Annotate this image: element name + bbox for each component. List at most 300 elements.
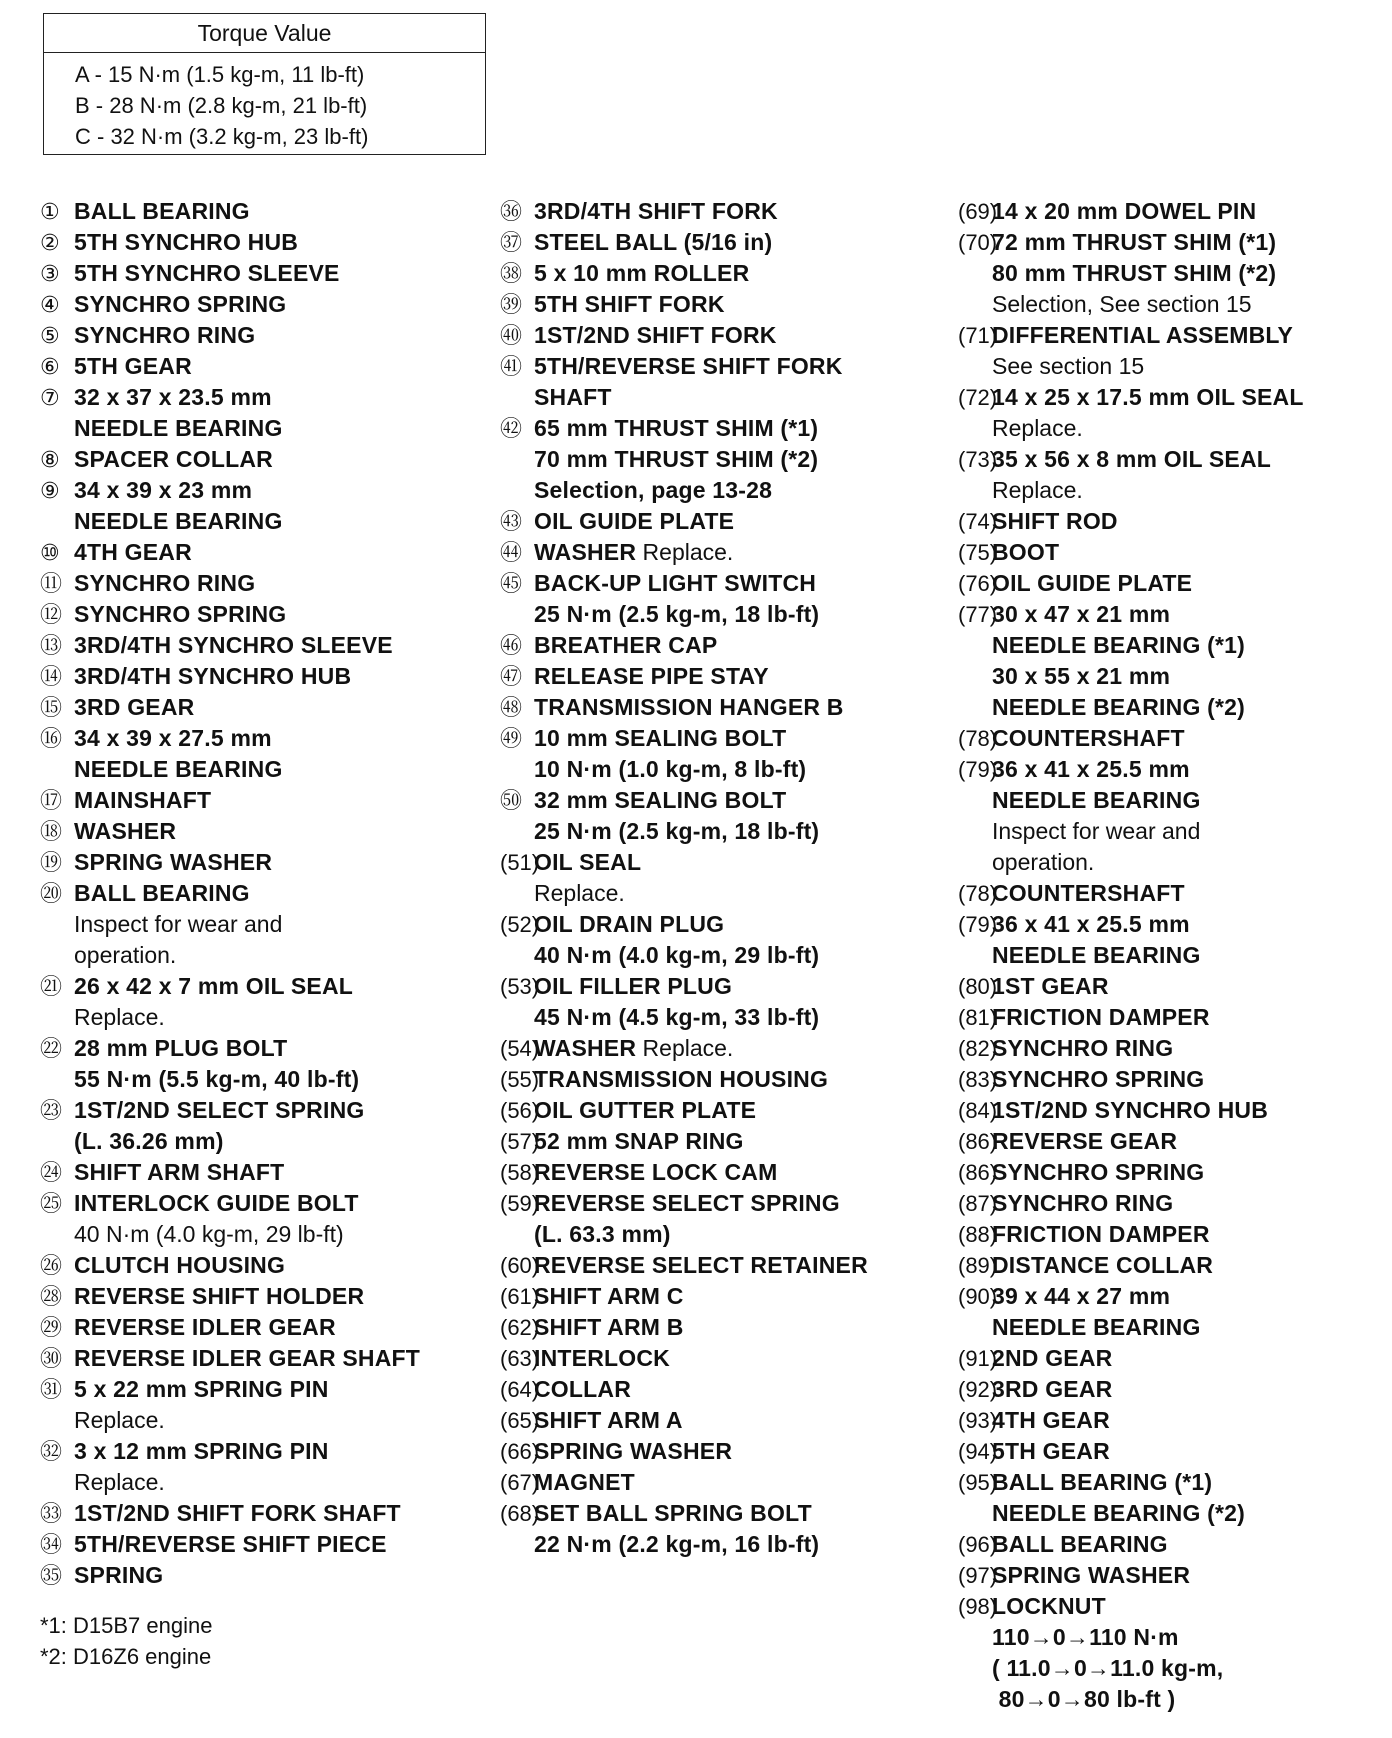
bold-text: DIFFERENTIAL ASSEMBLY (992, 322, 1294, 348)
bold-text: 45 N·m (4.5 kg-m, 33 lb-ft) (534, 1004, 820, 1030)
item-detail-line (958, 413, 1388, 444)
item-name-line (500, 568, 950, 599)
item-name-line (40, 475, 490, 506)
item-detail-line (40, 754, 490, 785)
item-name-line (40, 1529, 490, 1560)
bold-text: 22 N·m (2.2 kg-m, 16 lb-ft) (534, 1531, 820, 1557)
item-number: (79) (958, 912, 998, 937)
bold-text: NEEDLE BEARING (74, 508, 283, 534)
parts-list-item (500, 1374, 950, 1405)
item-detail-line (500, 940, 950, 971)
item-number: (86) (958, 1129, 998, 1154)
parts-list-item (40, 1033, 490, 1095)
parts-list-item (500, 1467, 950, 1498)
item-detail-line (500, 382, 950, 413)
item-name-line (958, 1157, 1388, 1188)
item-number: ④ (40, 292, 60, 317)
item-number: (94) (958, 1439, 998, 1464)
item-number: (96) (958, 1532, 998, 1557)
item-detail-line (40, 1219, 490, 1250)
bold-text: REVERSE GEAR (992, 1128, 1178, 1154)
bold-text: MAGNET (534, 1469, 635, 1495)
item-name-line (500, 1095, 950, 1126)
item-number: ㊳ (500, 261, 523, 286)
bold-text: 5 x 22 mm SPRING PIN (74, 1376, 329, 1402)
parts-list-item (500, 971, 950, 1033)
item-name-line (500, 1126, 950, 1157)
parts-list-item (500, 1250, 950, 1281)
item-name-line (958, 1002, 1388, 1033)
bold-text: NEEDLE BEARING (74, 415, 283, 441)
bold-text: BALL BEARING (74, 880, 250, 906)
parts-list-item (40, 351, 490, 382)
bold-text: SET BALL SPRING BOLT (534, 1500, 812, 1526)
footnote-2: *2: D16Z6 engine (40, 1644, 212, 1669)
plain-text: Replace. (992, 477, 1083, 503)
parts-list-item (958, 754, 1388, 878)
parts-list-item (500, 227, 950, 258)
item-number: (84) (958, 1098, 998, 1123)
item-name-line (40, 537, 490, 568)
item-name-line (958, 878, 1388, 909)
bold-text: 30 x 47 x 21 mm (992, 601, 1171, 627)
item-number: ㊾ (500, 726, 523, 751)
bold-text: 26 x 42 x 7 mm OIL SEAL (74, 973, 354, 999)
parts-list-item (40, 692, 490, 723)
item-number: (72) (958, 385, 998, 410)
bold-text: 80→0→80 lb-ft ) (992, 1686, 1176, 1712)
parts-list-item (40, 785, 490, 816)
plain-text: See section 15 (992, 353, 1145, 379)
item-name-line (958, 1281, 1388, 1312)
bold-text: 36 x 41 x 25.5 mm (992, 756, 1190, 782)
parts-column-3 (958, 196, 1388, 1715)
item-name-line (500, 1188, 950, 1219)
bold-text: 5TH/REVERSE SHIFT FORK (534, 353, 843, 379)
item-number: (66) (500, 1439, 540, 1464)
bold-text: 1ST/2ND SYNCHRO HUB (992, 1097, 1269, 1123)
bold-text: SYNCHRO RING (992, 1190, 1174, 1216)
plain-text: Selection, See section 15 (992, 291, 1252, 317)
bold-text: 34 x 39 x 23 mm (74, 477, 253, 503)
item-number: ㉖ (40, 1253, 63, 1278)
item-detail-line (958, 630, 1388, 661)
item-number: (97) (958, 1563, 998, 1588)
item-name-line (500, 661, 950, 692)
bold-text: BOOT (992, 539, 1060, 565)
parts-list-item (40, 1436, 490, 1498)
item-detail-line (958, 785, 1388, 816)
item-name-line (40, 196, 490, 227)
item-number: (90) (958, 1284, 998, 1309)
parts-list-item (500, 1405, 950, 1436)
bold-text: Selection, page 13-28 (534, 477, 773, 503)
item-name-line (958, 196, 1388, 227)
bold-text: 2ND GEAR (992, 1345, 1113, 1371)
torque-row-b: B - 28 N·m (2.8 kg-m, 21 lb-ft) (75, 93, 368, 118)
item-detail-line (40, 1126, 490, 1157)
bold-text: STEEL BALL (5/16 in) (534, 229, 773, 255)
bold-text: REVERSE IDLER GEAR (74, 1314, 336, 1340)
item-detail-line (500, 599, 950, 630)
parts-list-item (40, 1498, 490, 1529)
item-number: ㊽ (500, 695, 523, 720)
bold-text: BACK-UP LIGHT SWITCH (534, 570, 817, 596)
item-detail-line (40, 413, 490, 444)
item-name-line (40, 382, 490, 413)
bold-text: BALL BEARING (74, 198, 250, 224)
parts-list-item (500, 1281, 950, 1312)
plain-text: Replace. (534, 880, 625, 906)
item-name-line (500, 506, 950, 537)
item-detail-line (500, 1002, 950, 1033)
item-name-line (500, 1467, 950, 1498)
plain-text: Inspect for wear and (74, 911, 283, 937)
item-name-line (500, 1498, 950, 1529)
parts-list-item (500, 506, 950, 537)
item-name-line (40, 847, 490, 878)
item-number: (63) (500, 1346, 540, 1371)
item-name-line (40, 1374, 490, 1405)
item-detail-line (958, 1653, 1388, 1684)
bold-text: 10 mm SEALING BOLT (534, 725, 787, 751)
parts-list-item (500, 1095, 950, 1126)
parts-column-1 (40, 196, 490, 1591)
item-name-line (500, 692, 950, 723)
item-name-line (958, 971, 1388, 1002)
item-number: (75) (958, 540, 998, 565)
item-number: (93) (958, 1408, 998, 1433)
parts-list-item (958, 196, 1388, 227)
item-name-line (958, 227, 1388, 258)
bold-text: 5TH SYNCHRO HUB (74, 229, 299, 255)
bold-text: BREATHER CAP (534, 632, 718, 658)
parts-list-item (40, 1188, 490, 1250)
parts-list-item (40, 1250, 490, 1281)
parts-list-item (40, 444, 490, 475)
parts-list-item (958, 1529, 1388, 1560)
bold-text: 5TH GEAR (992, 1438, 1110, 1464)
item-name-line (500, 785, 950, 816)
item-detail-line (500, 1529, 950, 1560)
item-number: (91) (958, 1346, 998, 1371)
item-name-line (500, 258, 950, 289)
bold-text: OIL SEAL (534, 849, 642, 875)
bold-text: 14 x 20 mm DOWEL PIN (992, 198, 1257, 224)
item-number: ㉓ (40, 1098, 63, 1123)
item-name-line (958, 1219, 1388, 1250)
bold-text: REVERSE SHIFT HOLDER (74, 1283, 365, 1309)
bold-text: BALL BEARING (*1) (992, 1469, 1213, 1495)
parts-list-item (958, 444, 1388, 506)
item-name-line (40, 568, 490, 599)
item-detail-line (500, 444, 950, 475)
item-number: ⑰ (40, 788, 63, 813)
parts-list-item (40, 196, 490, 227)
parts-list-item (958, 599, 1388, 723)
item-number: ㊴ (500, 292, 523, 317)
parts-list-item (500, 1498, 950, 1560)
item-number: (52) (500, 912, 540, 937)
item-number: (98) (958, 1594, 998, 1619)
item-name-line (40, 661, 490, 692)
item-number: ② (40, 230, 60, 255)
plain-text: operation. (74, 942, 177, 968)
bold-text: SYNCHRO RING (992, 1035, 1174, 1061)
bold-text: ( 11.0→0→11.0 kg-m, (992, 1655, 1224, 1681)
parts-list-item (500, 537, 950, 568)
parts-list-item (40, 599, 490, 630)
item-name-line (958, 1467, 1388, 1498)
item-number: (78) (958, 881, 998, 906)
bold-text: SHIFT ARM SHAFT (74, 1159, 285, 1185)
parts-list-item (500, 692, 950, 723)
bold-text: REVERSE SELECT SPRING (534, 1190, 840, 1216)
item-number: (89) (958, 1253, 998, 1278)
bold-text: LOCKNUT (992, 1593, 1106, 1619)
item-number: ⑱ (40, 819, 63, 844)
item-name-line (958, 1126, 1388, 1157)
item-name-line (40, 351, 490, 382)
bold-text: OIL DRAIN PLUG (534, 911, 725, 937)
item-number: (64) (500, 1377, 540, 1402)
item-name-line (40, 1095, 490, 1126)
bold-text: 4TH GEAR (74, 539, 192, 565)
bold-text: 70 mm THRUST SHIM (*2) (534, 446, 819, 472)
bold-text: TRANSMISSION HANGER B (534, 694, 844, 720)
item-name-line (500, 1405, 950, 1436)
parts-list-item (40, 382, 490, 444)
item-detail-line (958, 351, 1388, 382)
item-number: ㉕ (40, 1191, 63, 1216)
bold-text: 34 x 39 x 27.5 mm (74, 725, 272, 751)
item-number: (51) (500, 850, 540, 875)
bold-text: (L. 36.26 mm) (74, 1128, 224, 1154)
bold-text: NEEDLE BEARING (992, 942, 1201, 968)
item-name-line (500, 1374, 950, 1405)
item-number: (65) (500, 1408, 540, 1433)
item-name-line (40, 723, 490, 754)
item-number: (59) (500, 1191, 540, 1216)
item-number: (88) (958, 1222, 998, 1247)
item-name-line (958, 1436, 1388, 1467)
item-number: ㉜ (40, 1439, 63, 1464)
item-detail-line (958, 1312, 1388, 1343)
parts-list-item (958, 1436, 1388, 1467)
parts-list-item (500, 568, 950, 630)
footnotes (40, 1610, 212, 1672)
item-number: (68) (500, 1501, 540, 1526)
bold-text: OIL GUIDE PLATE (992, 570, 1193, 596)
item-name-line (958, 1374, 1388, 1405)
item-name-line (40, 1343, 490, 1374)
bold-text: SPRING WASHER (534, 1438, 733, 1464)
bold-text: REVERSE SELECT RETAINER (534, 1252, 868, 1278)
bold-text: 5TH/REVERSE SHIFT PIECE (74, 1531, 387, 1557)
item-name-line (958, 537, 1388, 568)
item-name-line (958, 506, 1388, 537)
parts-list-item (958, 1343, 1388, 1374)
item-number: ⑮ (40, 695, 63, 720)
item-detail-line (500, 816, 950, 847)
item-detail-line (40, 1405, 490, 1436)
parts-list-item (958, 909, 1388, 971)
item-number: ㊹ (500, 540, 523, 565)
item-name-line (958, 444, 1388, 475)
bold-text: SYNCHRO RING (74, 322, 256, 348)
item-number: ㊺ (500, 571, 523, 596)
item-number: ⑫ (40, 602, 63, 627)
bold-text: BALL BEARING (992, 1531, 1168, 1557)
item-detail-line (958, 289, 1388, 320)
item-name-line (500, 413, 950, 444)
item-detail-line (40, 1002, 490, 1033)
bold-text: NEEDLE BEARING (992, 1314, 1201, 1340)
item-name-line (40, 1498, 490, 1529)
bold-text: INTERLOCK (534, 1345, 670, 1371)
parts-list-item (958, 1467, 1388, 1529)
item-name-line (500, 289, 950, 320)
bold-text: SHAFT (534, 384, 612, 410)
parts-list-item (958, 1095, 1388, 1126)
item-number: ⑦ (40, 385, 60, 410)
item-name-line (40, 258, 490, 289)
parts-list-item (500, 1312, 950, 1343)
plain-text: 40 N·m (4.0 kg-m, 29 lb-ft) (74, 1221, 344, 1247)
parts-list-item (958, 382, 1388, 444)
plain-text: Inspect for wear and (992, 818, 1201, 844)
item-name-line (958, 1529, 1388, 1560)
parts-list-item (40, 289, 490, 320)
parts-list-item (40, 971, 490, 1033)
item-name-line (958, 1064, 1388, 1095)
parts-list-item (958, 1591, 1388, 1715)
parts-list-item (500, 723, 950, 785)
item-detail-line (958, 475, 1388, 506)
item-number: (54) (500, 1036, 540, 1061)
item-number: ㊸ (500, 509, 523, 534)
bold-text: TRANSMISSION HOUSING (534, 1066, 829, 1092)
parts-list-item (40, 320, 490, 351)
item-detail-line (500, 1219, 950, 1250)
parts-list-item (500, 1126, 950, 1157)
item-detail-line (40, 909, 490, 940)
bold-text: COUNTERSHAFT (992, 880, 1185, 906)
item-number: (60) (500, 1253, 540, 1278)
item-number: (73) (958, 447, 998, 472)
bold-text: 32 x 37 x 23.5 mm (74, 384, 272, 410)
item-number: ㉙ (40, 1315, 63, 1340)
item-name-line (40, 289, 490, 320)
torque-row-a: A - 15 N·m (1.5 kg-m, 11 lb-ft) (75, 62, 365, 87)
bold-text: SYNCHRO SPRING (74, 291, 287, 317)
parts-list-item (958, 723, 1388, 754)
parts-list-item (500, 258, 950, 289)
parts-list-item (500, 1188, 950, 1250)
parts-list-item (40, 1374, 490, 1436)
parts-list-item (500, 785, 950, 847)
item-name-line (40, 599, 490, 630)
item-number: ㊻ (500, 633, 523, 658)
item-name-line (500, 630, 950, 661)
item-number: (69) (958, 199, 998, 224)
parts-list-item (40, 568, 490, 599)
item-name-line (500, 1157, 950, 1188)
bold-text: SPRING WASHER (74, 849, 273, 875)
item-name-line (500, 320, 950, 351)
item-name-line (958, 382, 1388, 413)
parts-list-item (40, 1157, 490, 1188)
item-detail-line (40, 506, 490, 537)
item-name-line (40, 1312, 490, 1343)
bold-text: CLUTCH HOUSING (74, 1252, 286, 1278)
item-name-line (500, 1064, 950, 1095)
item-number: (56) (500, 1098, 540, 1123)
item-number: ㊱ (500, 199, 523, 224)
item-name-line (40, 878, 490, 909)
plain-text: Replace. (636, 1035, 734, 1061)
parts-list-item (40, 258, 490, 289)
torque-row-c: C - 32 N·m (3.2 kg-m, 23 lb-ft) (75, 124, 369, 149)
item-name-line (500, 227, 950, 258)
item-name-line (958, 599, 1388, 630)
plain-text: operation. (992, 849, 1095, 875)
bold-text: DISTANCE COLLAR (992, 1252, 1214, 1278)
parts-list-item (40, 878, 490, 971)
bold-text: OIL FILLER PLUG (534, 973, 733, 999)
item-number: ㉟ (40, 1563, 63, 1588)
bold-text: 5TH SYNCHRO SLEEVE (74, 260, 340, 286)
item-detail-line (500, 475, 950, 506)
bold-text: 55 N·m (5.5 kg-m, 40 lb-ft) (74, 1066, 360, 1092)
item-number: (82) (958, 1036, 998, 1061)
bold-text: NEEDLE BEARING (74, 756, 283, 782)
item-detail-line (500, 754, 950, 785)
torque-table-rows (44, 53, 485, 152)
parts-list-item (40, 227, 490, 258)
item-name-line (40, 1033, 490, 1064)
item-name-line (958, 1405, 1388, 1436)
item-number: (74) (958, 509, 998, 534)
bold-text: 1ST/2ND SELECT SPRING (74, 1097, 365, 1123)
bold-text: 1ST GEAR (992, 973, 1109, 999)
parts-list-item (958, 1157, 1388, 1188)
bold-text: COUNTERSHAFT (992, 725, 1185, 751)
item-number: ㉚ (40, 1346, 63, 1371)
item-name-line (500, 351, 950, 382)
bold-text: 25 N·m (2.5 kg-m, 18 lb-ft) (534, 601, 820, 627)
parts-list-item (500, 320, 950, 351)
plain-text: Replace. (74, 1407, 165, 1433)
item-name-line (40, 971, 490, 1002)
bold-text: 30 x 55 x 21 mm (992, 663, 1171, 689)
parts-list-item (500, 1343, 950, 1374)
bold-text: 110→0→110 N·m (992, 1624, 1179, 1650)
bold-text: FRICTION DAMPER (992, 1221, 1210, 1247)
item-number: ③ (40, 261, 60, 286)
item-number: (55) (500, 1067, 540, 1092)
item-name-line (958, 1095, 1388, 1126)
bold-text: NEEDLE BEARING (*2) (992, 694, 1245, 720)
bold-text: INTERLOCK GUIDE BOLT (74, 1190, 359, 1216)
parts-list-item (40, 630, 490, 661)
item-number: ⑨ (40, 478, 60, 503)
item-name-line (40, 1560, 490, 1591)
item-number: (81) (958, 1005, 998, 1030)
bold-text: 4TH GEAR (992, 1407, 1110, 1433)
item-number: (78) (958, 726, 998, 751)
item-name-line (40, 692, 490, 723)
